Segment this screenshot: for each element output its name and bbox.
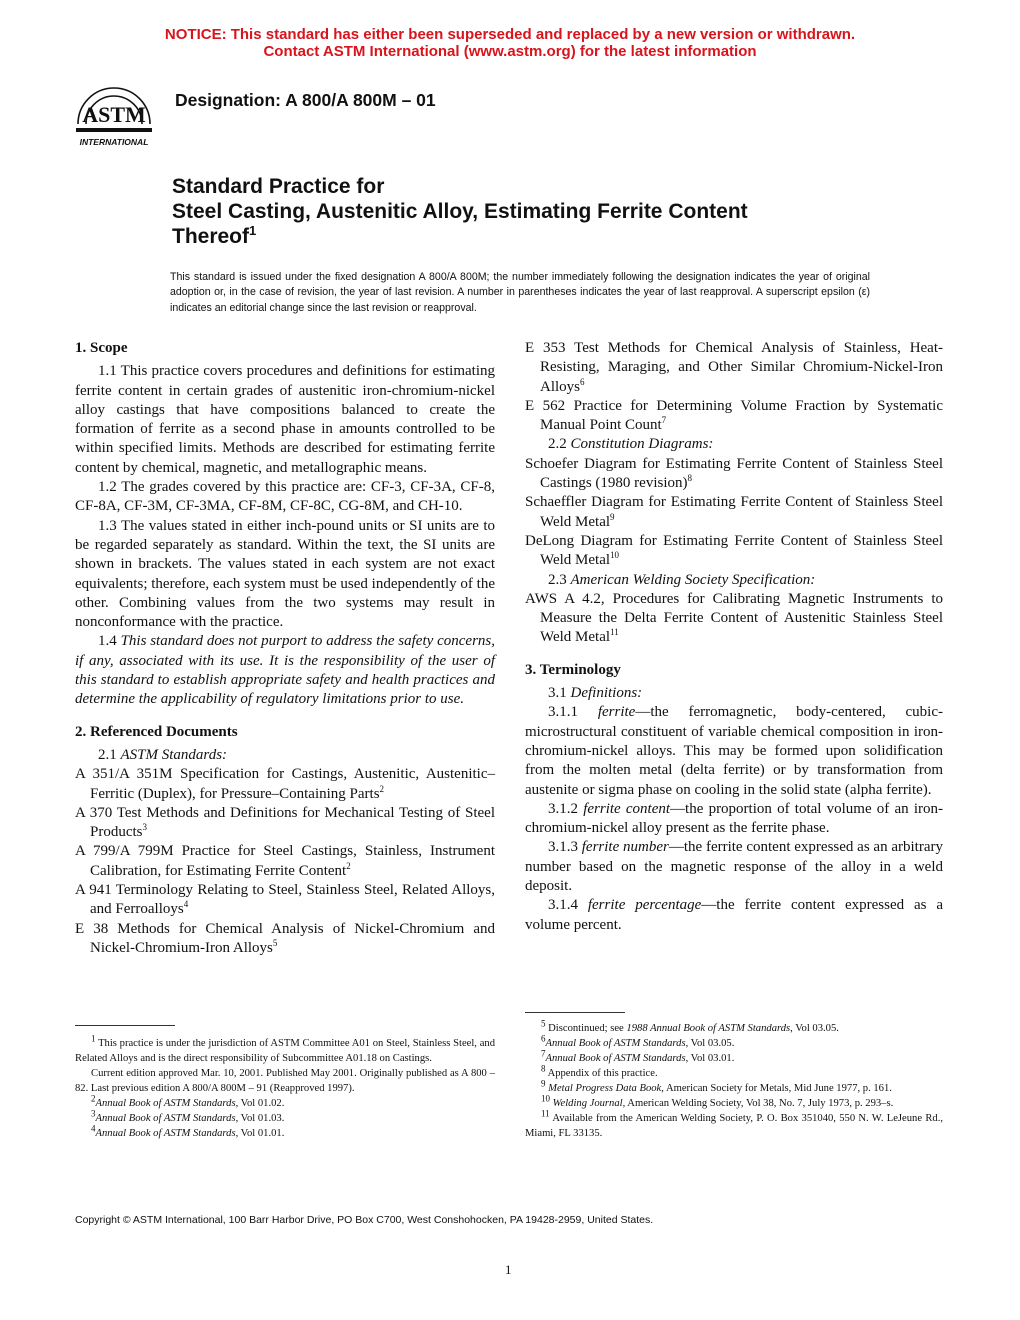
footnote-item-rest: , Vol 01.02. <box>235 1098 285 1109</box>
footnote-item <box>75 1108 495 1126</box>
footnote-item <box>525 1033 943 1051</box>
ref-item <box>75 881 495 920</box>
aws-item <box>525 590 943 648</box>
footnote-8-num: 8 <box>541 1063 546 1074</box>
footnote-1-edition: Current edition approved Mar. 10, 2001. Published May 2001. Originally published as A 800 – 82. Last previous edition A 800/A 800M – 91 (Reapproved 1997). <box>75 1068 495 1094</box>
footnote-10 <box>525 1093 943 1111</box>
footnote-5-pre: Discontinued; see <box>545 1023 627 1034</box>
footnote-item-num: 3 <box>91 1108 96 1119</box>
diagram-item-fn: 9 <box>610 511 615 522</box>
ref-item-text: E 353 Test Methods for Chemical Analysis of Stainless, Heat-Resisting, Maraging, and Other Similar Chromium-Nickel-Iron Alloys <box>525 340 943 395</box>
scope-para-1-4 <box>75 632 495 709</box>
refdocs-sub-2-1 <box>75 746 495 765</box>
ref-item <box>75 804 495 843</box>
footnote-5-num: 5 <box>541 1018 546 1029</box>
ref-item-text: A 351/A 351M Specification for Castings, Austenitic, Austenitic–Ferritic (Duplex), for Pressure–Containing Parts <box>75 766 495 802</box>
definition-num: 3.1.2 <box>548 800 584 817</box>
footnote-item-source: Annual Book of ASTM Standards <box>95 1113 236 1124</box>
ref-item-fn: 7 <box>661 415 667 426</box>
footnote-item-num: 4 <box>91 1123 96 1134</box>
notice-line-2: Contact ASTM International (www.astm.org) for the latest information <box>263 43 757 60</box>
footnote-5 <box>525 1018 943 1036</box>
ref-item <box>525 397 943 436</box>
title-line-3: Thereof <box>172 225 250 248</box>
refdocs-sub-2-3 <box>525 571 943 590</box>
footnote-9-source: Metal Progress Data Book <box>548 1083 662 1094</box>
ref-item-text: A 941 Terminology Relating to Steel, Stainless Steel, Related Alloys, and Ferroalloys <box>75 882 495 918</box>
footnote-item-source: Annual Book of ASTM Standards <box>545 1053 686 1064</box>
ref-item-fn: 2 <box>379 783 385 794</box>
footnote-item-rest: , Vol 03.01. <box>685 1053 735 1064</box>
definition-term: ferrite number <box>581 839 669 856</box>
ref-item <box>525 339 943 397</box>
aws-item-fn: 11 <box>610 627 619 638</box>
footnote-11-text: Available from the American Welding Society, P. O. Box 351040, 550 N. W. LeJeune Rd., Miami, FL 33135. <box>525 1113 943 1139</box>
diagram-item-fn: 8 <box>687 473 692 484</box>
footnotes-left <box>75 1033 495 1141</box>
definition <box>525 800 943 839</box>
ref-item-text: E 38 Methods for Chemical Analysis of Nickel-Chromium and Nickel-Chromium-Iron Alloys <box>75 920 495 956</box>
footnote-9-num: 9 <box>541 1078 546 1089</box>
diagram-item <box>525 455 943 494</box>
terminology-heading: 3. Terminology <box>525 661 621 678</box>
refdocs-sub-2-1-num: 2.1 <box>98 746 121 763</box>
scope-heading: 1. Scope <box>75 340 128 356</box>
footnote-11 <box>525 1108 943 1141</box>
footnote-8-text: Appendix of this practice. <box>545 1068 658 1079</box>
footnote-item-source: Annual Book of ASTM Standards <box>95 1128 236 1139</box>
definition-num: 3.1.1 <box>548 704 598 721</box>
document-title <box>172 174 892 249</box>
ref-item <box>75 920 495 959</box>
footnote-item-source: Annual Book of ASTM Standards <box>545 1038 686 1049</box>
footnote-1 <box>75 1033 495 1066</box>
scope-para-1-4-num: 1.4 <box>98 633 121 650</box>
footnote-1-text: This practice is under the jurisdiction of ASTM Committee A01 on Steel, Stainless Steel, and Related Alloys and is the direct responsibility of Subcommittee A01.18 on Castings. <box>75 1038 495 1064</box>
diagram-item-text: Schoefer Diagram for Estimating Ferrite Content of Stainless Steel Castings (1980 revision) <box>525 455 943 492</box>
footnote-rule-right <box>525 1012 625 1013</box>
footnote-1-num: 1 <box>91 1033 96 1044</box>
refdocs-sub-2-2-label: Constitution Diagrams: <box>570 436 714 453</box>
logo-caption: INTERNATIONAL <box>79 137 149 147</box>
definition-term: ferrite percentage <box>587 897 702 914</box>
diagram-item-text: Schaeffler Diagram for Estimating Ferrite Content of Stainless Steel Weld Metal <box>525 494 943 530</box>
definition-text: —the ferromagnetic, body-centered, cubic-microstructural constituent of variable chemical composition in iron-chromium-nickel alloys. This may be formed upon solidification from the molten metal (delta ferrite) or by transformation from austenite or sigma phase on cooling in the solid state (alpha ferrite). <box>525 704 943 798</box>
ref-item-fn: 6 <box>580 376 585 387</box>
title-line-1: Standard Practice for <box>172 175 385 198</box>
definition-num: 3.1.4 <box>548 897 588 914</box>
definition-term: ferrite content <box>583 800 671 817</box>
definition-text: —the ferrite content expressed as a volume percent. <box>525 897 943 933</box>
footnote-8 <box>525 1063 943 1081</box>
footnote-item <box>75 1123 495 1141</box>
issue-note: This standard is issued under the fixed designation A 800/A 800M; the number immediately following the designation indicates the year of original adoption or, in the case of revision, the year of last revision. A number in parentheses indicates the year of last reapproval. A superscript epsilon (ε) indicates an editorial change since the last revision or reapproval. <box>170 271 870 314</box>
diagram-item <box>525 493 943 532</box>
copyright: Copyright © ASTM International, 100 Barr Harbor Drive, PO Box C700, West Conshohocken, PA 19428-2959, United States. <box>75 1214 654 1226</box>
definition <box>525 838 943 896</box>
footnote-item-num: 7 <box>541 1048 546 1059</box>
notice-line-1: NOTICE: This standard has either been superseded and replaced by a new version or withdrawn. <box>164 26 856 43</box>
footnote-5-source: 1988 Annual Book of ASTM Standards <box>626 1023 791 1034</box>
diagram-item-text: DeLong Diagram for Estimating Ferrite Content of Stainless Steel Weld Metal <box>525 532 943 569</box>
footnote-10-source: Welding Journal <box>552 1098 623 1109</box>
title-footnote-ref: 1 <box>249 223 257 238</box>
footnote-item-rest: , Vol 01.01. <box>235 1128 285 1139</box>
scope-para-1-4-text: This standard does not purport to address the safety concerns, if any, associated with its use. It is the responsibility of the user of this standard to establish appropriate safety and health practices and determine the applicability of regulatory limitations prior to use. <box>75 633 495 708</box>
scope-para-1-3: 1.3 The values stated in either inch-pound units or SI units are to be regarded separately as standard. Within the text, the SI units are shown in brackets. The values stated in each system are not exact equivalents; therefore, each system must be used independently of the other. Combining values from the two systems may result in nonconformance with the practice. <box>75 517 495 631</box>
diagram-item <box>525 532 943 571</box>
ref-item-text: A 370 Test Methods and Definitions for Mechanical Testing of Steel Products <box>75 804 495 841</box>
ref-item-fn: 2 <box>346 860 351 871</box>
footnote-item-num: 6 <box>541 1033 546 1044</box>
definition-text: —the ferrite content expressed as an arbitrary number based on the magnetic response of the alloy in a weld deposit. <box>525 839 943 895</box>
definition-text: —the proportion of total volume of an iron-chromium-nickel alloy present as the ferrite phase. <box>525 800 944 837</box>
ref-item <box>75 842 495 881</box>
footnote-9 <box>525 1078 943 1096</box>
footnote-5-rest: , Vol 03.05. <box>790 1023 839 1034</box>
right-column <box>525 339 943 935</box>
footnote-10-num: 10 <box>541 1093 550 1104</box>
scope-para-1-1: 1.1 This practice covers procedures and definitions for estimating ferrite content in certain grades of austenitic iron-chromium-nickel alloy castings that have compositions balanced to create the formation of ferrite as a second phase in amounts controlled to be within specified limits. Methods are described for estimating ferrite content by chemical, magnetic, and metallographic means. <box>75 363 495 476</box>
footnote-9-rest: , American Society for Metals, Mid June 1977, p. 161. <box>661 1083 892 1094</box>
title-line-2: Steel Casting, Austenitic Alloy, Estimating Ferrite Content <box>172 200 748 223</box>
footnote-10-rest: , American Welding Society, Vol 38, No. 7, July 1973, p. 293–s. <box>622 1098 894 1109</box>
terminology-sub-3-1-label: Definitions: <box>570 685 643 702</box>
ref-item <box>75 765 495 804</box>
footnote-item <box>75 1093 495 1111</box>
refdocs-sub-2-2-num: 2.2 <box>548 436 571 453</box>
ref-item-text: A 799/A 799M Practice for Steel Castings, Stainless, Instrument Calibration, for Estimating Ferrite Content <box>75 843 495 879</box>
definition <box>525 703 943 799</box>
definition-num: 3.1.3 <box>548 839 582 856</box>
footnotes-right <box>525 1018 943 1141</box>
astm-logo <box>66 78 162 150</box>
ref-item-fn: 5 <box>272 937 278 948</box>
designation: Designation: A 800/A 800M – 01 <box>175 90 436 110</box>
withdrawal-notice <box>0 26 1020 60</box>
definition <box>525 896 943 935</box>
footnote-rule-left <box>75 1025 175 1026</box>
ref-item-text: E 562 Practice for Determining Volume Fraction by Systematic Manual Point Count <box>525 397 943 434</box>
aws-item-text: AWS A 4.2, Procedures for Calibrating Magnetic Instruments to Measure the Delta Ferrite Content of Austenitic Stainless Steel Weld Metal <box>525 590 943 646</box>
diagram-item-fn: 10 <box>610 550 620 561</box>
footnote-item-num: 2 <box>91 1093 96 1104</box>
footnote-item-rest: , Vol 01.03. <box>235 1113 285 1124</box>
refdocs-sub-2-3-num: 2.3 <box>548 571 571 588</box>
definition-term: ferrite <box>597 704 636 721</box>
terminology-sub-3-1 <box>525 684 943 703</box>
scope-para-1-2: 1.2 The grades covered by this practice are: CF-3, CF-3A, CF-8, CF-8A, CF-3M, CF-3MA, CF-8M, CF-8C, CG-8M, and CH-10. <box>75 479 495 515</box>
refdocs-heading: 2. Referenced Documents <box>75 723 238 740</box>
footnote-item <box>525 1048 943 1066</box>
refdocs-sub-2-3-label: American Welding Society Specification: <box>570 571 816 588</box>
footnote-item-source: Annual Book of ASTM Standards <box>95 1098 236 1109</box>
footnote-item-rest: , Vol 03.05. <box>685 1038 735 1049</box>
page-number: 1 <box>505 1262 512 1277</box>
terminology-sub-3-1-num: 3.1 <box>548 685 571 702</box>
refdocs-sub-2-2 <box>525 435 943 454</box>
ref-item-fn: 3 <box>142 822 147 833</box>
footnote-11-num: 11 <box>541 1108 550 1119</box>
logo-brand-text: ASTM <box>82 102 146 127</box>
left-column <box>75 339 495 958</box>
refdocs-sub-2-1-label: ASTM Standards: <box>120 746 228 763</box>
ref-item-fn: 4 <box>183 899 189 910</box>
